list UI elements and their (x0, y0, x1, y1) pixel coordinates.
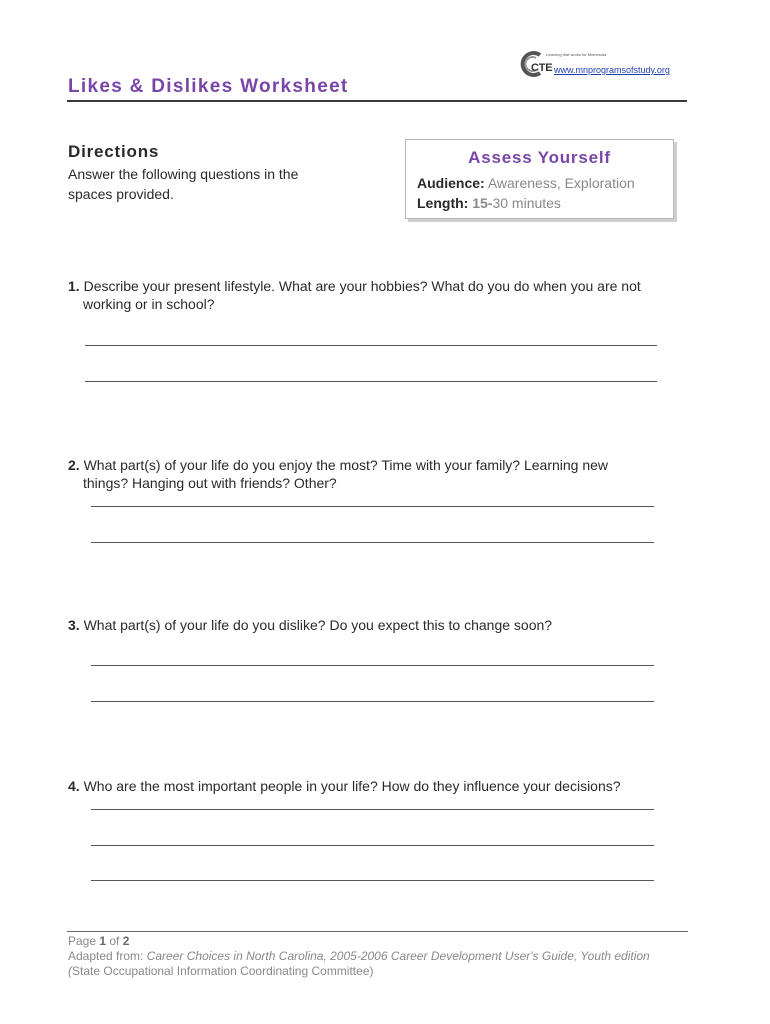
question-text-continued: working or in school? (83, 296, 215, 312)
answer-line[interactable] (91, 506, 654, 507)
question-number: 3. (68, 617, 80, 633)
cte-logo (516, 49, 691, 79)
logo-tagline: Learning that works for Minnesota (546, 52, 607, 57)
question-number: 2. (68, 457, 80, 473)
website-link[interactable]: www.mnprogramsofstudy.org (554, 65, 670, 75)
page-prefix: Page (68, 934, 100, 948)
question-2 (68, 456, 698, 492)
audience-row (417, 175, 635, 191)
answer-line[interactable] (91, 701, 654, 702)
assess-yourself-box (405, 139, 674, 219)
question-3 (68, 616, 698, 634)
page-of: of (106, 934, 123, 948)
adapted-prefix: Adapted from: (68, 949, 147, 963)
length-row (417, 195, 561, 211)
directions-heading: Directions (68, 142, 160, 161)
source-title: Career Choices in North Carolina, 2005-2006 Career Development User's Guide, Youth edition (146, 949, 650, 963)
length-label: Length: (417, 195, 469, 211)
question-text-continued: things? Hanging out with friends? Other? (83, 475, 337, 491)
question-text: Who are the most important people in your life? How do they influence your decisions? (83, 778, 621, 794)
answer-line[interactable] (91, 880, 654, 881)
answer-line[interactable] (91, 809, 654, 810)
title-divider (67, 100, 687, 102)
answer-line[interactable] (85, 345, 657, 346)
question-text: What part(s) of your life do you dislike? Do you expect this to change soon? (83, 617, 553, 633)
logo-cte-text: CTE (531, 62, 553, 74)
page-title: Likes & Dislikes Worksheet (68, 76, 349, 97)
committee-citation (68, 964, 708, 979)
page-current: 1 (99, 934, 107, 948)
answer-line[interactable] (91, 542, 654, 543)
question-number: 1. (68, 278, 80, 294)
question-text: What part(s) of your life do you enjoy the most? Time with your family? Learning new (83, 457, 609, 473)
source-citation (68, 949, 708, 964)
page-total: 2 (122, 934, 130, 948)
length-rest: 30 minutes (492, 195, 561, 211)
footer-divider (67, 931, 688, 932)
footer (68, 934, 708, 979)
paren-open: ( (68, 964, 72, 978)
audience-label: Audience: (417, 175, 485, 191)
directions-text: Answer the following questions in the spaces provided. (68, 166, 299, 202)
length-min: 15- (472, 195, 493, 211)
audience-value: Awareness, Exploration (487, 175, 635, 191)
question-number: 4. (68, 778, 80, 794)
question-text: Describe your present lifestyle. What are your hobbies? What do you do when you are not (83, 278, 641, 294)
committee-name: State Occupational Information Coordinating Committee) (72, 964, 374, 978)
answer-line[interactable] (85, 381, 657, 382)
page-number (68, 934, 708, 949)
answer-line[interactable] (91, 845, 654, 846)
assess-title: Assess Yourself (468, 148, 611, 167)
question-4 (68, 777, 698, 795)
question-1 (68, 277, 698, 313)
answer-line[interactable] (91, 665, 654, 666)
